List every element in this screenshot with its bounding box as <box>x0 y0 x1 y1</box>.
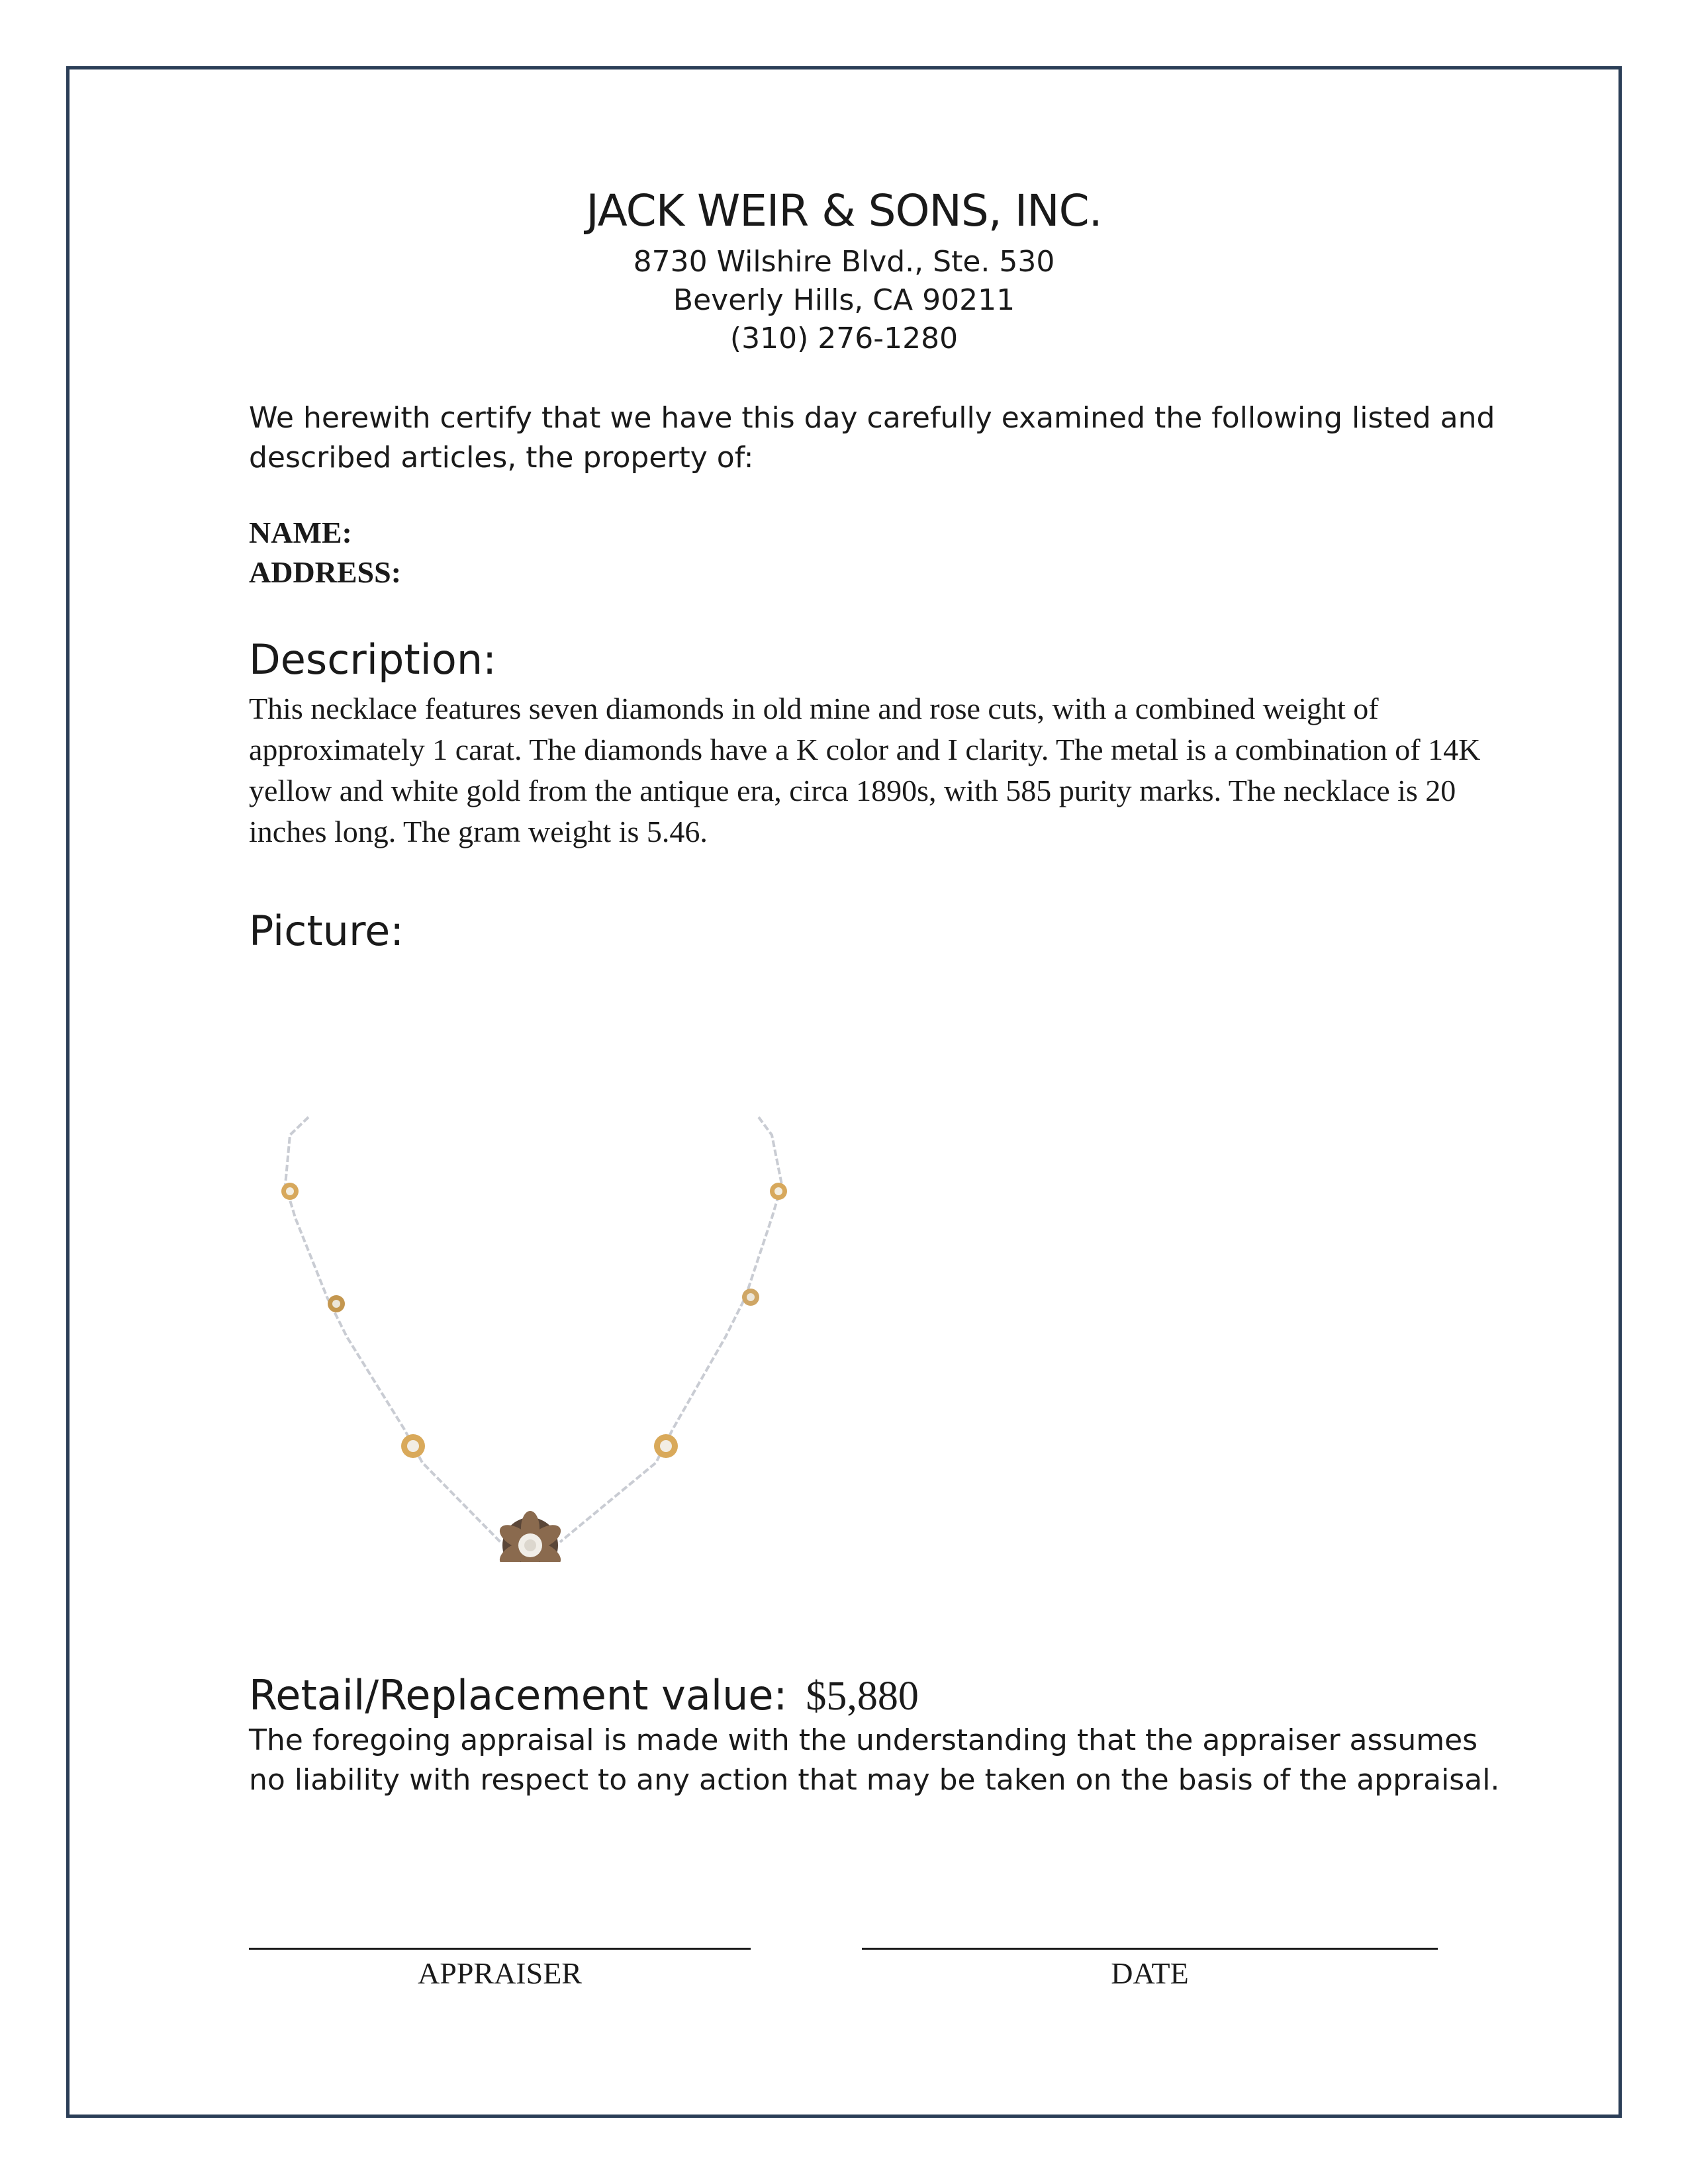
picture-heading: Picture: <box>249 907 404 955</box>
company-address-street: 8730 Wilshire Blvd., Ste. 530 <box>633 245 1055 279</box>
name-label: NAME: <box>249 516 352 549</box>
disclaimer-text: The foregoing appraisal is made with the understanding that the appraiser assumes no liability with respect to any action that may be taken on the basis of the appraisal. <box>249 1723 1500 1797</box>
necklace-photo <box>249 1112 831 1562</box>
company-phone: (310) 276-1280 <box>729 322 959 355</box>
company-name: JACK WEIR & SONS, INC. <box>586 185 1102 236</box>
date-signature-line <box>862 1948 1438 1950</box>
company-address-city: Beverly Hills, CA 90211 <box>673 283 1015 317</box>
retail-value-amount: $5,880 <box>806 1674 919 1719</box>
certification-statement: We herewith certify that we have this day carefully examined the following listed and described articles, the property of: <box>249 401 1495 475</box>
description-heading: Description: <box>249 635 496 684</box>
date-label: DATE <box>1111 1956 1189 1990</box>
appraiser-signature-line <box>249 1948 751 1950</box>
appraiser-label: APPRAISER <box>418 1956 582 1990</box>
retail-value-row <box>249 1671 919 1720</box>
description-text: This necklace features seven diamonds in old mine and rose cuts, with a combined weight of approximately 1 carat. The diamonds have a K color and I clarity. The metal is a combination of 14K yellow and white gold from the antique era, circa 1890s, with 585 purity marks. The necklace is 20 inches long. The gram weight is 5.46. <box>249 692 1481 848</box>
address-label: ADDRESS: <box>249 555 402 589</box>
retail-value-label: Retail/Replacement value: <box>249 1671 788 1719</box>
page-border <box>66 66 1622 2118</box>
